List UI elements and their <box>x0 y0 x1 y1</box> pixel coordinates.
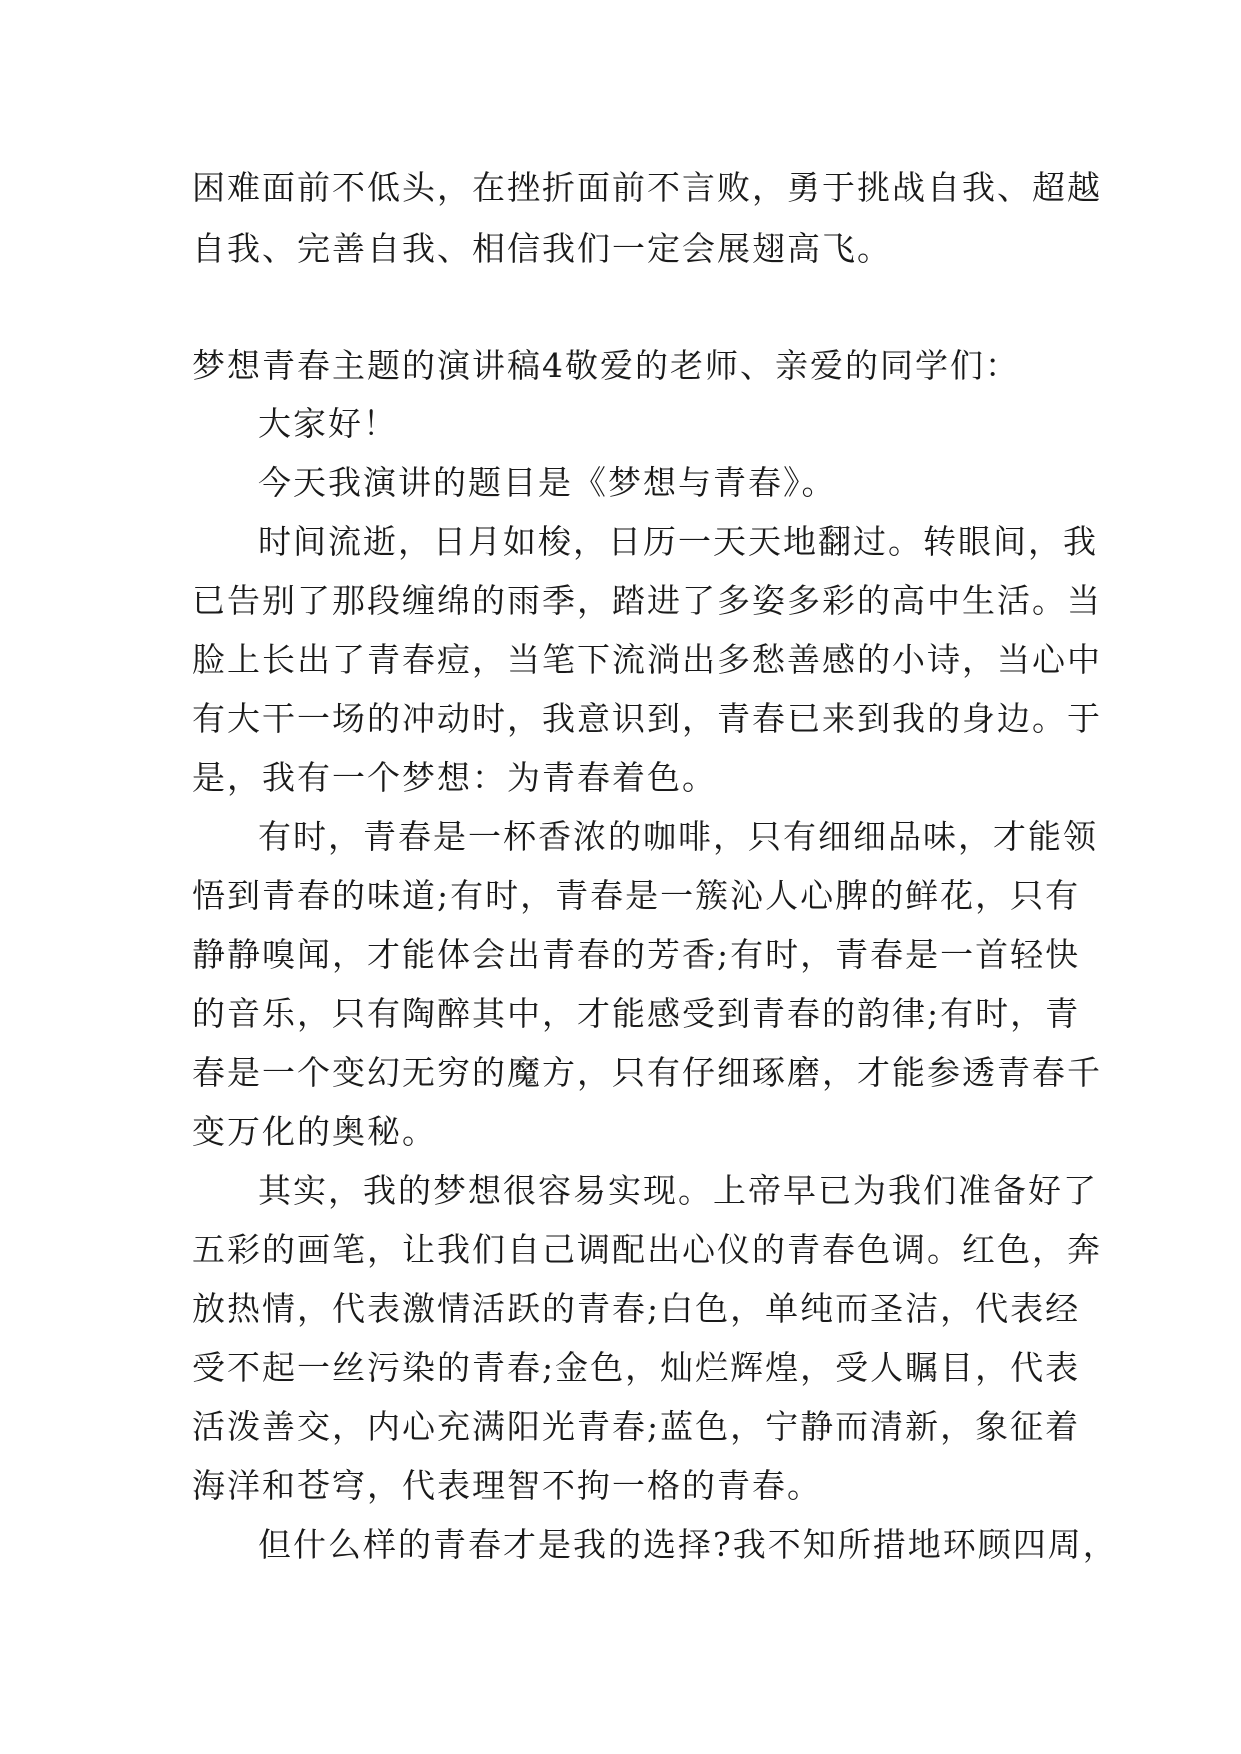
paragraph-first-line: 时间流逝，日月如梭，日历一天天地翻过。转眼间，我 <box>258 522 1098 561</box>
text-line: 有大干一场的冲动时，我意识到，青春已来到我的身边。于 <box>192 699 1102 738</box>
text-line: 放热情，代表激情活跃的青春;白色，单纯而圣洁，代表经 <box>192 1289 1081 1328</box>
paragraph-first-line: 其实，我的梦想很容易实现。上帝早已为我们准备好了 <box>258 1171 1098 1210</box>
text-line: 活泼善交，内心充满阳光青春;蓝色，宁静而清新，象征着 <box>192 1407 1081 1446</box>
paragraph-first-line: 但什么样的青春才是我的选择?我不知所措地环顾四周， <box>258 1525 1118 1564</box>
text-line: 受不起一丝污染的青春;金色，灿烂辉煌，受人瞩目，代表 <box>192 1348 1081 1387</box>
text-line: 静静嗅闻，才能体会出青春的芳香;有时，青春是一首轻快 <box>192 935 1081 974</box>
text-line: 今天我演讲的题目是《梦想与青春》。 <box>258 463 837 502</box>
text-line: 已告别了那段缠绵的雨季，踏进了多姿多彩的高中生活。当 <box>192 581 1102 620</box>
text-line: 脸上长出了青春痘，当笔下流淌出多愁善感的小诗，当心中 <box>192 640 1102 679</box>
text-line: 的音乐，只有陶醉其中，才能感受到青春的韵律;有时，青 <box>192 994 1081 1033</box>
text-line: 五彩的画笔，让我们自己调配出心仪的青春色调。红色，奔 <box>192 1230 1102 1269</box>
text-line: 海洋和苍穹，代表理智不拘一格的青春。 <box>192 1466 822 1505</box>
greeting-line: 大家好！ <box>258 404 398 443</box>
paragraph-first-line: 有时，青春是一杯香浓的咖啡，只有细细品味，才能领 <box>258 817 1098 856</box>
text-line: 是，我有一个梦想：为青春着色。 <box>192 758 717 797</box>
section-heading-line: 梦想青春主题的演讲稿4敬爱的老师、亲爱的同学们： <box>192 346 1020 385</box>
text-line: 自我、完善自我、相信我们一定会展翅高飞。 <box>192 229 892 268</box>
text-line: 困难面前不低头，在挫折面前不言败，勇于挑战自我、超越 <box>192 168 1102 207</box>
text-line: 悟到青春的味道;有时，青春是一簇沁人心脾的鲜花，只有 <box>192 876 1081 915</box>
text-line: 春是一个变幻无穷的魔方，只有仔细琢磨，才能参透青春千 <box>192 1053 1102 1092</box>
text-line: 变万化的奥秘。 <box>192 1112 437 1151</box>
